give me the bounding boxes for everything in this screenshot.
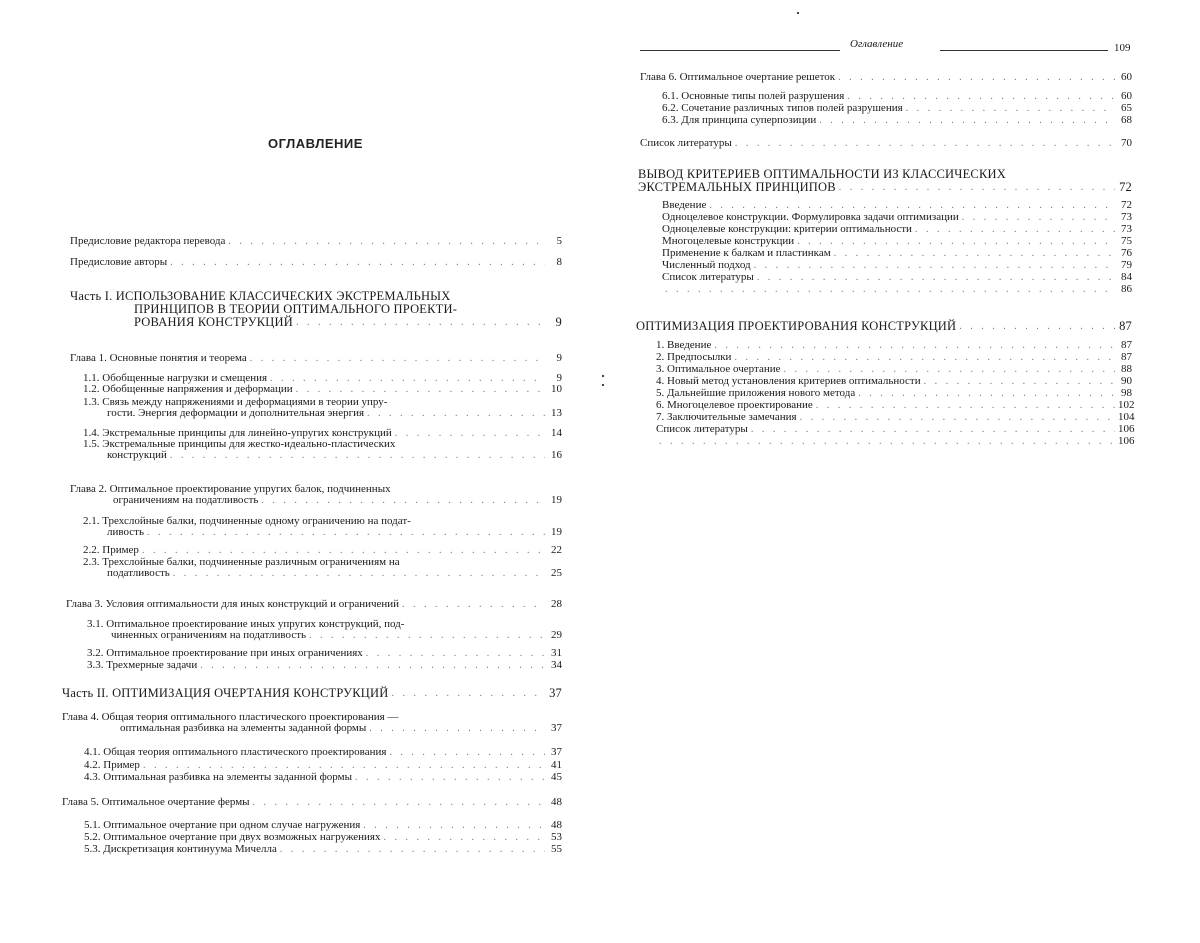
toc-entry bbox=[640, 72, 1132, 83]
leader-dots bbox=[797, 236, 1115, 247]
toc-entry bbox=[662, 272, 1132, 283]
leader-dots bbox=[389, 747, 545, 758]
scan-mark bbox=[602, 384, 604, 386]
entry-title: 3. Оптимальное очертание bbox=[656, 363, 781, 375]
toc-entry bbox=[662, 236, 1132, 247]
leader-dots bbox=[270, 373, 545, 384]
leader-dots bbox=[924, 376, 1115, 387]
entry-title: ливость bbox=[107, 526, 144, 538]
entry-page: 41 bbox=[551, 759, 562, 771]
leader-dots bbox=[147, 527, 545, 538]
entry-title: 4.3. Оптимальная разбивка на элементы заданной формы bbox=[84, 771, 352, 783]
toc-entry bbox=[662, 260, 1132, 271]
entry-title: ОПТИМИЗАЦИЯ ПРОЕКТИРОВАНИЯ КОНСТРУКЦИЙ bbox=[636, 319, 957, 333]
entry-title: Численный подход bbox=[662, 259, 751, 271]
entry-page: 104 bbox=[1118, 411, 1135, 423]
toc-entry bbox=[62, 797, 562, 808]
toc-entry bbox=[662, 91, 1132, 102]
leader-dots bbox=[838, 72, 1115, 83]
toc-entry bbox=[656, 352, 1132, 363]
entry-title-line: 2.1. Трехслойные балки, подчиненные одному ограничению на подат- bbox=[83, 515, 411, 527]
toc-entry bbox=[70, 257, 562, 268]
entry-page: 48 bbox=[551, 819, 562, 831]
leader-dots bbox=[363, 820, 545, 831]
leader-dots bbox=[367, 408, 545, 419]
toc-entry bbox=[83, 545, 562, 556]
entry-title: Часть II. ОПТИМИЗАЦИЯ ОЧЕРТАНИЯ КОНСТРУКЦИЙ bbox=[62, 686, 389, 700]
entry-page: 31 bbox=[551, 647, 562, 659]
toc-entry bbox=[84, 747, 562, 758]
toc-entry bbox=[656, 388, 1132, 399]
entry-page: 19 bbox=[551, 494, 562, 506]
scan-mark bbox=[602, 375, 604, 377]
entry-page: 14 bbox=[551, 427, 562, 439]
entry-page: 5 bbox=[556, 235, 562, 247]
leader-dots bbox=[834, 248, 1115, 259]
leader-dots bbox=[735, 138, 1115, 149]
entry-title-line: ПРИНЦИПОВ В ТЕОРИИ ОПТИМАЛЬНОГО ПРОЕКТИ- bbox=[134, 302, 458, 316]
leader-dots bbox=[757, 272, 1115, 283]
entry-title: 5.3. Дискретизация континуума Мичелла bbox=[84, 843, 277, 855]
leader-dots bbox=[839, 181, 1115, 194]
entry-title-line: 1.3. Связь между напряжениями и деформациями в теории упру- bbox=[83, 396, 388, 408]
entry-page: 53 bbox=[551, 831, 562, 843]
leader-dots bbox=[170, 450, 545, 461]
running-header: Оглавление bbox=[850, 38, 904, 50]
leader-dots bbox=[784, 364, 1115, 375]
leader-dots bbox=[355, 772, 545, 783]
entry-title: 4. Новый метод установления критериев оптимальности bbox=[656, 375, 921, 387]
entry-title: Глава 6. Оптимальное очертание решеток bbox=[640, 71, 836, 83]
toc-entry bbox=[70, 353, 562, 364]
entry-page: 72 bbox=[1121, 199, 1132, 211]
toc-entry bbox=[662, 103, 1132, 114]
toc-entry bbox=[662, 248, 1132, 259]
entry-title: РОВАНИЯ КОНСТРУКЦИЙ bbox=[134, 315, 293, 329]
toc-entry bbox=[84, 844, 562, 855]
toc-entry bbox=[83, 439, 562, 461]
entry-page: 87 bbox=[1121, 351, 1132, 363]
entry-page: 60 bbox=[1121, 90, 1132, 102]
entry-page: 68 bbox=[1121, 114, 1132, 126]
entry-title-line: 3.1. Оптимальное проектирование иных упругих конструкций, под- bbox=[87, 618, 405, 630]
toc-entry bbox=[656, 376, 1132, 387]
toc-part-entry bbox=[62, 687, 562, 700]
entry-title: конструкций bbox=[107, 449, 167, 461]
entry-title: 1. Введение bbox=[656, 339, 712, 351]
entry-page: 98 bbox=[1121, 387, 1132, 399]
leader-dots bbox=[858, 388, 1115, 399]
toc-entry bbox=[62, 712, 562, 734]
toc-entry bbox=[656, 399, 1135, 411]
toc-entry bbox=[87, 619, 562, 641]
leader-dots bbox=[170, 257, 545, 268]
toc-entry bbox=[83, 397, 562, 419]
toc-entry bbox=[87, 660, 562, 671]
entry-title: 2.2. Пример bbox=[83, 544, 139, 556]
leader-dots bbox=[366, 648, 545, 659]
entry-title: Предисловие авторы bbox=[70, 256, 168, 268]
leader-dots bbox=[228, 236, 545, 247]
leader-dots bbox=[296, 316, 545, 329]
entry-page: 102 bbox=[1118, 399, 1135, 411]
entry-page: 9 bbox=[556, 352, 562, 364]
toc-entry bbox=[656, 423, 1135, 435]
leader-dots bbox=[819, 115, 1115, 126]
entry-title-line: Глава 2. Оптимальное проектирование упругих балок, подчиненных bbox=[70, 483, 391, 495]
leader-dots bbox=[847, 91, 1115, 102]
header-rule bbox=[640, 50, 840, 51]
entry-title: Список литературы bbox=[656, 423, 748, 435]
entry-page: 75 bbox=[1121, 235, 1132, 247]
entry-page: 73 bbox=[1121, 223, 1132, 235]
entry-page: 28 bbox=[551, 598, 562, 610]
entry-page: 106 bbox=[1118, 423, 1135, 435]
toc-entry bbox=[83, 384, 562, 395]
toc-entry bbox=[656, 411, 1135, 423]
entry-title-line: Глава 4. Общая теория оптимального пластического проектирования — bbox=[62, 711, 399, 723]
toc-entry bbox=[70, 484, 562, 506]
toc-entry bbox=[640, 138, 1132, 149]
entry-title: 1.2. Обобщенные напряжения и деформации bbox=[83, 383, 293, 395]
entry-page: 34 bbox=[551, 659, 562, 671]
toc-entry bbox=[656, 435, 1135, 447]
toc-entry bbox=[87, 648, 562, 659]
leader-dots bbox=[309, 630, 545, 641]
entry-page: 16 bbox=[551, 449, 562, 461]
leader-dots bbox=[173, 568, 545, 579]
entry-page: 45 bbox=[551, 771, 562, 783]
toc-entry bbox=[662, 212, 1132, 223]
toc-entry bbox=[656, 364, 1132, 375]
leader-dots bbox=[395, 428, 545, 439]
entry-title: Список литературы bbox=[662, 271, 754, 283]
entry-title: Глава 3. Условия оптимальности для иных конструкций и ограничений bbox=[66, 598, 400, 610]
entry-title: ограничениям на податливость bbox=[113, 494, 259, 506]
scan-mark bbox=[797, 12, 799, 14]
entry-title: Глава 1. Основные понятия и теорема bbox=[70, 352, 247, 364]
entry-title: 6.1. Основные типы полей разрушения bbox=[662, 90, 845, 102]
entry-page: 72 bbox=[1119, 180, 1132, 194]
toc-entry bbox=[662, 284, 1132, 295]
entry-title-line: ВЫВОД КРИТЕРИЕВ ОПТИМАЛЬНОСТИ ИЗ КЛАССИЧЕСКИХ bbox=[638, 167, 1006, 181]
toc-entry bbox=[84, 820, 562, 831]
toc-entry bbox=[662, 200, 1132, 211]
entry-page: 60 bbox=[1121, 71, 1132, 83]
entry-title: Одноцелевое конструкции. Формулировка задачи оптимизации bbox=[662, 211, 959, 223]
leader-dots bbox=[200, 660, 545, 671]
entry-title: 5. Дальнейшие приложения нового метода bbox=[656, 387, 856, 399]
right-page bbox=[600, 0, 1200, 943]
leader-dots bbox=[369, 723, 545, 734]
toc-entry bbox=[656, 340, 1132, 351]
entry-page: 65 bbox=[1121, 102, 1132, 114]
entry-page: 48 bbox=[551, 796, 562, 808]
leader-dots bbox=[906, 103, 1115, 114]
toc-entry bbox=[70, 236, 562, 247]
toc-entry bbox=[84, 772, 562, 783]
leader-dots bbox=[280, 844, 545, 855]
entry-title: Многоцелевые конструкции bbox=[662, 235, 795, 247]
leader-dots bbox=[391, 687, 545, 700]
toc-entry bbox=[84, 832, 562, 843]
toc-part-entry bbox=[70, 290, 562, 329]
entry-page: 8 bbox=[556, 256, 562, 268]
leader-dots bbox=[962, 212, 1115, 223]
leader-dots bbox=[659, 436, 1115, 447]
entry-title: ЭКСТРЕМАЛЬНЫХ ПРИНЦИПОВ bbox=[638, 180, 836, 194]
page-number: 109 bbox=[1114, 42, 1131, 54]
leader-dots bbox=[143, 760, 545, 771]
entry-page: 76 bbox=[1121, 247, 1132, 259]
entry-title: 1.4. Экстремальные принципы для линейно-упругих конструкций bbox=[83, 427, 392, 439]
entry-page: 88 bbox=[1121, 363, 1132, 375]
leader-dots bbox=[250, 353, 545, 364]
entry-title: Предисловие редактора перевода bbox=[70, 235, 226, 247]
leader-dots bbox=[665, 284, 1115, 295]
entry-page: 73 bbox=[1121, 211, 1132, 223]
entry-title: 1.1. Обобщенные нагрузки и смещения bbox=[83, 372, 268, 384]
entry-title: 2. Предпосылки bbox=[656, 351, 732, 363]
entry-title: чиненных ограничениям на податливость bbox=[111, 629, 307, 641]
leader-dots bbox=[383, 832, 545, 843]
toc-entry bbox=[83, 557, 562, 579]
entry-title: 3.2. Оптимальное проектирование при иных ограничениях bbox=[87, 647, 363, 659]
entry-page: 19 bbox=[551, 526, 562, 538]
entry-title: 6.3. Для принципа суперпозиции bbox=[662, 114, 817, 126]
entry-title: 5.2. Оптимальное очертание при двух возможных нагружениях bbox=[84, 831, 381, 843]
toc-part-entry bbox=[636, 320, 1132, 333]
leader-dots bbox=[714, 340, 1115, 351]
entry-title: 4.1. Общая теория оптимального пластического проектирования bbox=[84, 746, 387, 758]
entry-title: 5.1. Оптимальное очертание при одном случае нагружения bbox=[84, 819, 361, 831]
entry-page: 9 bbox=[556, 372, 562, 384]
entry-title: 6. Многоцелевое проектирование bbox=[656, 399, 813, 411]
leader-dots bbox=[253, 797, 545, 808]
entry-title: Применение к балкам и пластинкам bbox=[662, 247, 831, 259]
entry-title: 6.2. Сочетание различных типов полей разрушения bbox=[662, 102, 903, 114]
entry-page: 87 bbox=[1121, 339, 1132, 351]
leader-dots bbox=[402, 599, 545, 610]
entry-page: 22 bbox=[551, 544, 562, 556]
toc-entry bbox=[83, 516, 562, 538]
leader-dots bbox=[816, 400, 1115, 411]
entry-title-line: Часть I. ИСПОЛЬЗОВАНИЕ КЛАССИЧЕСКИХ ЭКСТРЕМАЛЬНЫХ bbox=[70, 289, 451, 303]
leader-dots bbox=[959, 320, 1115, 333]
toc-entry bbox=[662, 224, 1132, 235]
entry-page: 25 bbox=[551, 567, 562, 579]
entry-title: 7. Заключительные замечания bbox=[656, 411, 797, 423]
entry-page: 10 bbox=[551, 383, 562, 395]
leader-dots bbox=[261, 495, 545, 506]
entry-page: 37 bbox=[551, 746, 562, 758]
entry-title: оптимальная разбивка на элементы заданной формы bbox=[120, 722, 367, 734]
entry-page: 55 bbox=[551, 843, 562, 855]
entry-page: 90 bbox=[1121, 375, 1132, 387]
entry-page: 79 bbox=[1121, 259, 1132, 271]
entry-page: 84 bbox=[1121, 271, 1132, 283]
entry-title: 3.3. Трехмерные задачи bbox=[87, 659, 198, 671]
entry-title: Введение bbox=[662, 199, 707, 211]
header-rule bbox=[940, 50, 1108, 51]
leader-dots bbox=[296, 384, 545, 395]
toc-entry bbox=[66, 599, 562, 610]
leader-dots bbox=[915, 224, 1115, 235]
entry-page: 37 bbox=[551, 722, 562, 734]
entry-page: 29 bbox=[551, 629, 562, 641]
entry-title-line: 2.3. Трехслойные балки, подчиненные различным ограничениям на bbox=[83, 556, 400, 568]
leader-dots bbox=[751, 424, 1115, 435]
leader-dots bbox=[142, 545, 545, 556]
entry-page: 106 bbox=[1118, 435, 1135, 447]
toc-part-entry bbox=[638, 168, 1132, 194]
leader-dots bbox=[800, 412, 1115, 423]
entry-page: 70 bbox=[1121, 137, 1132, 149]
entry-page: 87 bbox=[1119, 319, 1132, 333]
entry-title: 4.2. Пример bbox=[84, 759, 140, 771]
entry-title: податливость bbox=[107, 567, 170, 579]
leader-dots bbox=[734, 352, 1115, 363]
leader-dots bbox=[754, 260, 1115, 271]
entry-page: 9 bbox=[555, 315, 562, 329]
entry-title: Глава 5. Оптимальное очертание фермы bbox=[62, 796, 250, 808]
entry-title: Одноцелевые конструкции: критерии оптимальности bbox=[662, 223, 912, 235]
leader-dots bbox=[709, 200, 1115, 211]
entry-page: 86 bbox=[1121, 283, 1132, 295]
entry-page: 13 bbox=[551, 407, 562, 419]
toc-entry bbox=[662, 115, 1132, 126]
entry-title-line: 1.5. Экстремальные принципы для жестко-идеально-пластических bbox=[83, 438, 396, 450]
entry-title: Список литературы bbox=[640, 137, 732, 149]
toc-entry bbox=[84, 760, 562, 771]
entry-title: гости. Энергия деформации и дополнительная энергия bbox=[107, 407, 365, 419]
toc-title: ОГЛАВЛЕНИЕ bbox=[268, 136, 363, 151]
entry-page: 37 bbox=[549, 686, 562, 700]
